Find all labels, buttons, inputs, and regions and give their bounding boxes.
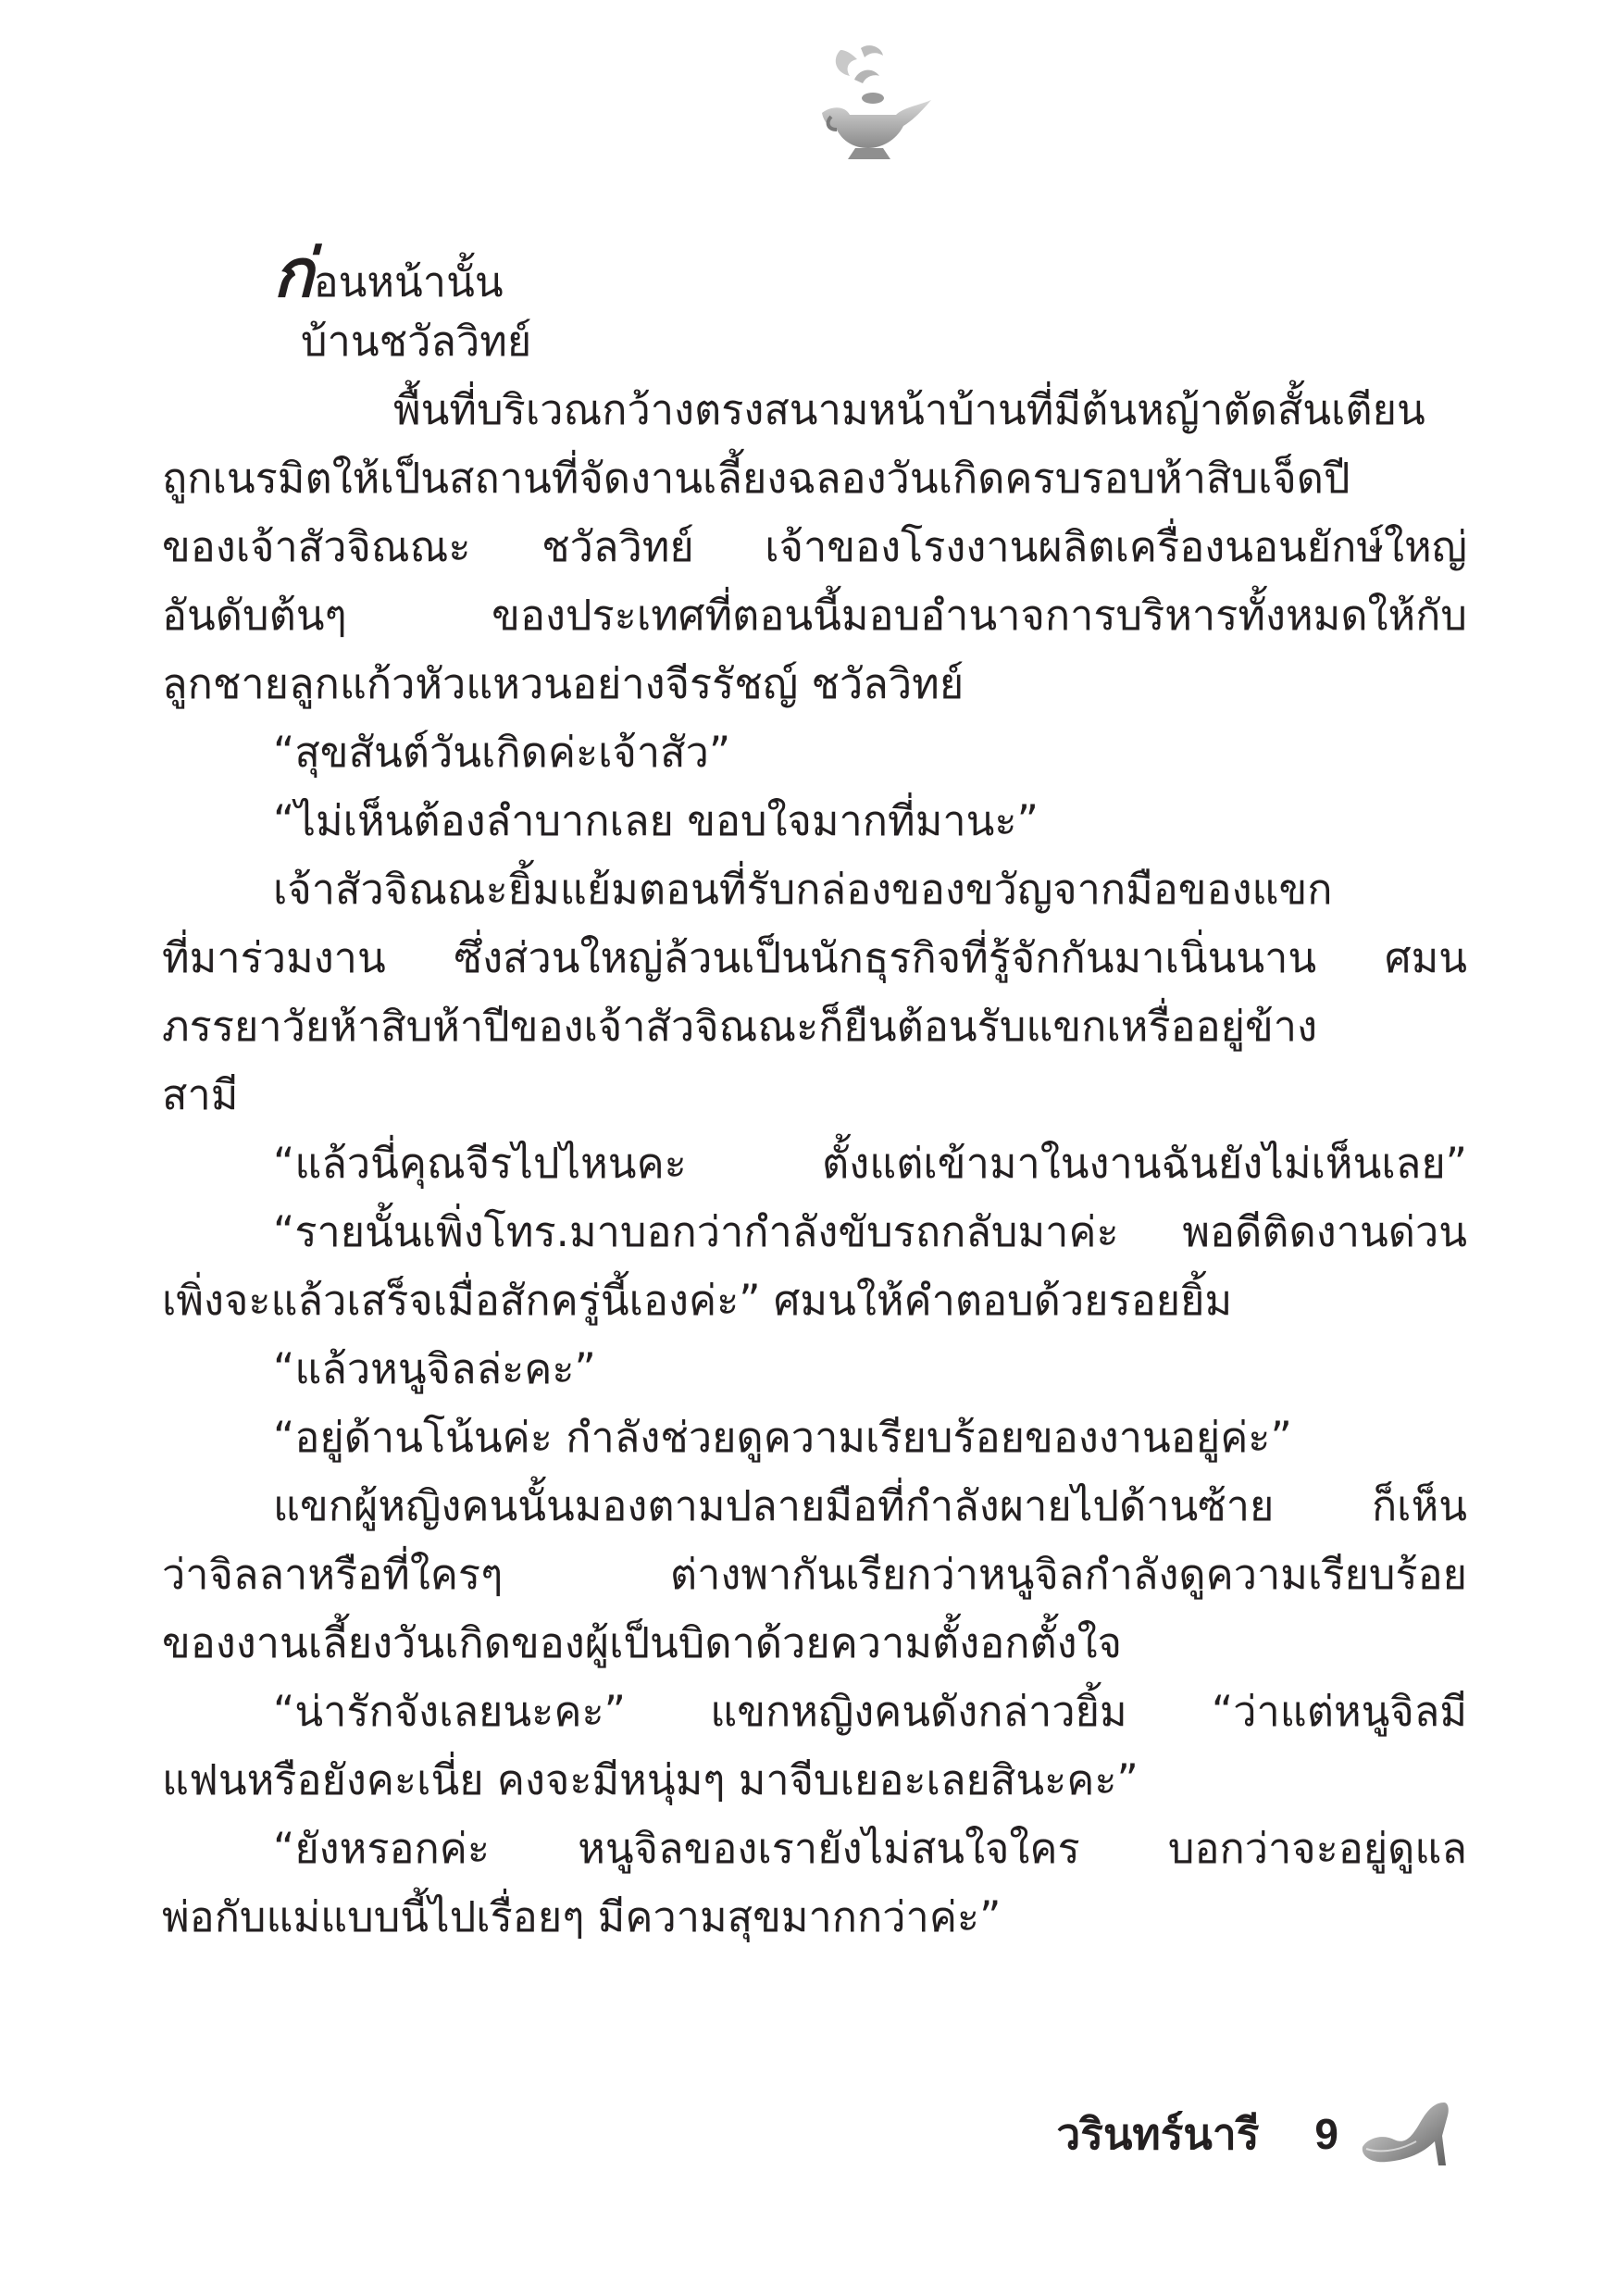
page-footer xyxy=(1056,2088,1451,2180)
text-line: “ยังหรอกค่ะ หนูจิลของเรายังไม่สนใจใคร บอกว่าจะอยู่ดูแล xyxy=(273,1824,1467,1873)
genie-lamp-icon xyxy=(803,41,942,170)
drop-cap: ก่ xyxy=(273,239,314,307)
book-title: วรินทร์นารี xyxy=(1056,2109,1260,2158)
text-line: พื้นที่บริเวณกว้างตรงสนามหน้าบ้านที่มีต้นหญ้าตัดสั้นเตียน xyxy=(393,385,1425,434)
chapter-body xyxy=(162,239,1467,1952)
text-line: สามี xyxy=(162,1070,239,1119)
text-line: ก่อนหน้านั้น xyxy=(273,239,1467,307)
text-line: “แล้วหนูจิลล่ะคะ” xyxy=(273,1344,596,1393)
text-line: แขกผู้หญิงคนนั้นมองตามปลายมือที่กำลังผายไปด้านซ้าย ก็เห็น xyxy=(273,1481,1467,1530)
text-line: ภรรยาวัยห้าสิบห้าปีของเจ้าสัวจิณณะก็ยืนต้อนรับแขกเหรื่ออยู่ข้าง xyxy=(162,1002,1318,1051)
text-line: “รายนั้นเพิ่งโทร.มาบอกว่ากำลังขับรถกลับมาค่ะ พอดีติดงานด่วน xyxy=(273,1207,1467,1256)
text-line: เพิ่งจะแล้วเสร็จเมื่อสักครู่นี้เองค่ะ” ศมนให้คำตอบด้วยรอยยิ้ม xyxy=(162,1276,1233,1325)
page-number: 9 xyxy=(1314,2110,1338,2158)
text-line: ที่มาร่วมงาน ซึ่งส่วนใหญ่ล้วนเป็นนักธุรกิจที่รู้จักกันมาเนิ่นนาน ศมน xyxy=(162,933,1467,982)
high-heel-shoe-icon xyxy=(1359,2099,1451,2169)
text-line: “สุขสันต์วันเกิดค่ะเจ้าสัว” xyxy=(273,728,731,777)
text-line: ถูกเนรมิตให้เป็นสถานที่จัดงานเลี้ยงฉลองวันเกิดครบรอบห้าสิบเจ็ดปี xyxy=(162,454,1350,503)
text-line: เจ้าสัวจิณณะยิ้มแย้มตอนที่รับกล่องของขวัญจากมือของแขก xyxy=(273,865,1333,914)
text-line: บ้านชวัลวิทย์ xyxy=(301,317,532,366)
text-line: “อยู่ด้านโน้นค่ะ กำลังช่วยดูความเรียบร้อยของงานอยู่ค่ะ” xyxy=(273,1413,1292,1462)
text-line: แฟนหรือยังคะเนี่ย คงจะมีหนุ่มๆ มาจีบเยอะเลยสินะคะ” xyxy=(162,1755,1139,1804)
text-line: พ่อกับแม่แบบนี้ไปเรื่อยๆ มีความสุขมากกว่าค่ะ” xyxy=(162,1892,1002,1941)
text-line: “แล้วนี่คุณจีรไปไหนคะ ตั้งแต่เข้ามาในงานฉันยังไม่เห็นเลย” xyxy=(273,1139,1467,1188)
text-line: ของเจ้าสัวจิณณะ ชวัลวิทย์ เจ้าของโรงงานผลิตเครื่องนอนยักษ์ใหญ่ xyxy=(162,522,1467,571)
text-line: ว่าจิลลาหรือที่ใครๆ ต่างพากันเรียกว่าหนูจิลกำลังดูความเรียบร้อย xyxy=(162,1550,1467,1599)
text-line: อันดับต้นๆ ของประเทศที่ตอนนี้มอบอำนาจการบริหารทั้งหมดให้กับ xyxy=(162,591,1467,640)
text-line: “ไม่เห็นต้องลำบากเลย ขอบใจมากที่มานะ” xyxy=(273,796,1039,845)
text-line: ของงานเลี้ยงวันเกิดของผู้เป็นบิดาด้วยความตั้งอกตั้งใจ xyxy=(162,1618,1122,1667)
text-line: ลูกชายลูกแก้วหัวแหวนอย่างจีรรัชญ์ ชวัลวิทย์ xyxy=(162,659,965,708)
text-line: “น่ารักจังเลยนะคะ” แขกหญิงคนดังกล่าวยิ้ม “ว่าแต่หนูจิลมี xyxy=(273,1687,1467,1736)
